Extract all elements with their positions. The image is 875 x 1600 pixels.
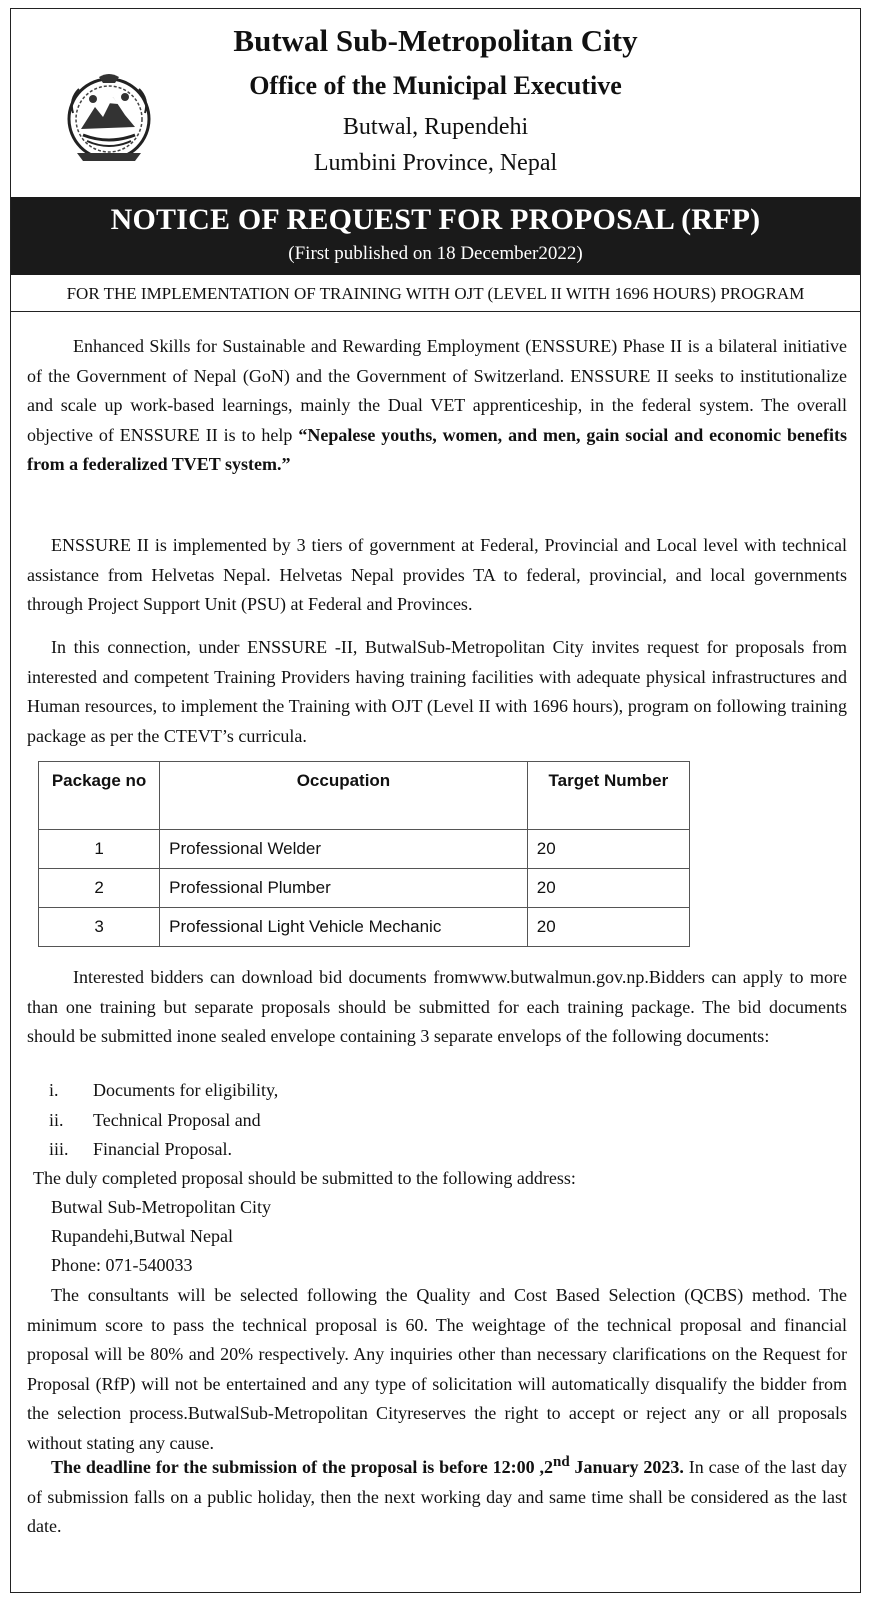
list-number: iii. xyxy=(49,1139,69,1159)
selection-text: The consultants will be selected following the Quality and Cost Based Selection (QCBS) method. The minimum score to pass the technical proposal is 60. The weightage of the technical proposal and financial proposal will be 80% and 20% respectively. Any inquiries other than necessary clarifications on the Request for Proposal (RfP) will not be entertained and any type of solicitation will automatically disqualify the bidder from the selection process.ButwalSub-Metropolitan Cityreserves the right to accept or reject any or all proposals without stating any cause. xyxy=(27,1285,847,1453)
package-table xyxy=(38,761,690,947)
deadline-date: January 2023. xyxy=(569,1457,684,1477)
submit-phone: Phone: 071-540033 xyxy=(51,1255,193,1275)
list-text: Financial Proposal. xyxy=(93,1139,232,1159)
notice-banner xyxy=(11,197,860,275)
submit-address-line: Rupandehi,Butwal Nepal xyxy=(51,1226,233,1246)
header xyxy=(11,9,860,197)
table-header-row xyxy=(39,762,690,830)
package-no: 1 xyxy=(39,830,160,869)
bidders-text: Interested bidders can download bid documents fromwww.butwalmun.gov.np.Bidders can apply to more than one training but separate proposals should be submitted for each training package. The bid documents should be submitted inone sealed envelope containing 3 separate envelops of the following documents: xyxy=(27,967,847,1046)
city-title: Butwal Sub-Metropolitan City xyxy=(233,23,638,58)
header-occupation: Occupation xyxy=(160,762,528,830)
submit-intro: The duly completed proposal should be submitted to the following address: xyxy=(33,1168,576,1188)
list-number: ii. xyxy=(49,1110,64,1130)
office-title: Office of the Municipal Executive xyxy=(249,71,622,100)
deadline-note: In case of the last day of submission falls on a public holiday, then the next working day and same time shall be considered as the last date. xyxy=(27,1457,848,1536)
submit-address-line: Butwal Sub-Metropolitan City xyxy=(51,1197,271,1217)
list-text: Technical Proposal and xyxy=(93,1110,261,1130)
invitation-text: In this connection, under ENSSURE -II, ButwalSub-Metropolitan City invites request for proposals from interested and competent Training Providers having training facilities with adequate physical infrastructures and Human resources, to implement the Training with OJT (Level II with 1696 hours), program on following training package as per the CTEVT’s curricula. xyxy=(27,637,847,746)
selection-paragraph xyxy=(27,1281,847,1458)
notice-title: NOTICE OF REQUEST FOR PROPOSAL (RFP) xyxy=(110,203,761,236)
deadline-paragraph xyxy=(27,1448,847,1542)
notice-page xyxy=(10,8,861,1593)
intro-paragraph xyxy=(27,332,847,480)
deadline-text: The deadline for the submission of the proposal is before 12:00 ,2 xyxy=(51,1457,553,1477)
package-no: 3 xyxy=(39,908,160,947)
header-target-number: Target Number xyxy=(527,762,689,830)
implementation-text: ENSSURE II is implemented by 3 tiers of government at Federal, Provincial and Local level with technical assistance from Helvetas Nepal. Helvetas Nepal provides TA to federal, provincial, and local governments through Project Support Unit (PSU) at Federal and Provinces. xyxy=(27,535,847,614)
bidders-paragraph xyxy=(27,963,847,1052)
package-no: 2 xyxy=(39,869,160,908)
list-number: i. xyxy=(49,1080,59,1100)
table-row xyxy=(39,830,690,869)
publish-date: (First published on 18 December2022) xyxy=(288,243,583,264)
occupation: Professional Light Vehicle Mechanic xyxy=(160,908,528,947)
program-title: FOR THE IMPLEMENTATION OF TRAINING WITH OJT (LEVEL II WITH 1696 HOURS) PROGRAM xyxy=(66,284,805,303)
address-line-1: Butwal, Rupendehi xyxy=(342,114,529,140)
list-item xyxy=(49,1080,278,1101)
implementation-paragraph xyxy=(27,531,847,620)
occupation: Professional Welder xyxy=(160,830,528,869)
deadline-suffix: nd xyxy=(553,1454,570,1470)
occupation: Professional Plumber xyxy=(160,869,528,908)
table-row xyxy=(39,908,690,947)
header-package-no: Package no xyxy=(39,762,160,830)
target-number: 20 xyxy=(527,869,689,908)
target-number: 20 xyxy=(527,830,689,869)
target-number: 20 xyxy=(527,908,689,947)
list-item xyxy=(49,1110,261,1131)
table-row xyxy=(39,869,690,908)
address-line-2: Lumbini Province, Nepal xyxy=(313,150,558,176)
list-item xyxy=(49,1139,232,1160)
intro-quote: “Nepalese youths, women, and men, gain social and economic benefits from a federalized TVET system.” xyxy=(27,424,848,474)
list-text: Documents for eligibility, xyxy=(93,1080,279,1100)
invitation-paragraph xyxy=(27,633,847,751)
divider xyxy=(11,311,860,312)
intro-text: Enhanced Skills for Sustainable and Rewarding Employment (ENSSURE) Phase II is a bilateral initiative of the Government of Nepal (GoN) and the Government of Switzerland. ENSSURE II seeks to institutionalize and scale up work-based learnings, mainly the Dual VET apprenticeship, in the federal system. The overall objective of ENSSURE II is to help xyxy=(27,336,847,445)
